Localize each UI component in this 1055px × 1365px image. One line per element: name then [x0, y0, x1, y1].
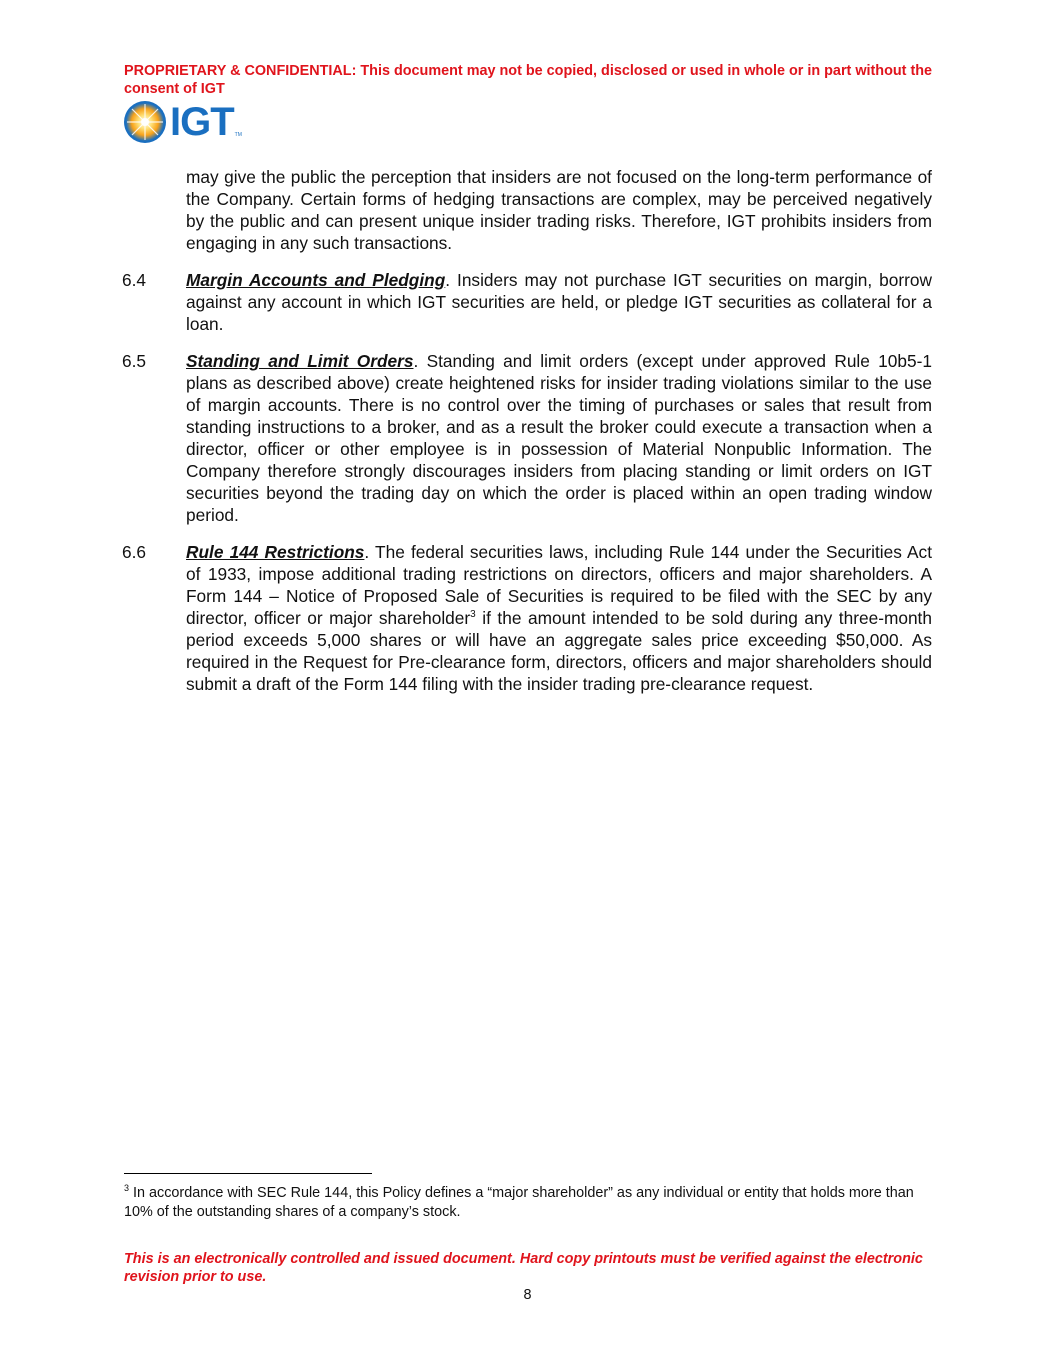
- section-body-after-ref: if the amount intended to be sold during any three-month period exceeds 5,000 shares or will have an aggregate sales price exceeding $50,000. As required in the Request for Pre-clearance form, directors, officers and major shareholders should submit a draft of the Form 144 filing with the insider trading pre-clearance request.: [186, 608, 932, 694]
- page-number: 8: [523, 1287, 532, 1303]
- logo-wordmark: IGT: [170, 100, 234, 144]
- footnote: [124, 1184, 934, 1222]
- policy-body: [122, 166, 932, 710]
- section-text: [186, 350, 932, 526]
- section-body-before-ref: . The federal securities laws, including Rule 144 under the Securities Act of 1933, impose additional trading restrictions on directors, officers and major shareholders. A Form 144 – Notice of Proposed Sale of Securities is required to be filed with the SEC by any director, officer or major shareholder: [186, 542, 933, 628]
- footnote-marker: 3: [124, 1183, 130, 1194]
- section-text: [186, 541, 932, 695]
- section-number: 6.4: [122, 270, 147, 290]
- footnote-divider: [124, 1173, 372, 1174]
- section-6-4: [122, 269, 932, 335]
- section-text: [186, 269, 932, 335]
- section-6-5: [122, 350, 932, 526]
- confidential-notice: PROPRIETARY & CONFIDENTIAL: This document may not be copied, disclosed or used in whole or in part without the consent of IGT: [124, 63, 933, 97]
- footnote-reference[interactable]: 3: [470, 609, 476, 621]
- section-6-6: [122, 541, 932, 695]
- igt-logo: [123, 99, 242, 145]
- controlled-document-notice: This is an electronically controlled and issued document. Hard copy printouts must be verified against the electronic revision prior to use.: [124, 1251, 923, 1285]
- section-heading: Standing and Limit Orders: [186, 351, 414, 371]
- section-body: . Standing and limit orders (except under approved Rule 10b5-1 plans as described above) create heightened risks for insider trading violations similar to the use of margin accounts. There is no control over the timing of purchases or sales that result from standing instructions to a broker, and as a result the broker could execute a transaction when a director, officer or other employee is in possession of Material Nonpublic Information. The Company therefore strongly discourages insiders from placing standing or limit orders on IGT securities beyond the trading day on which the order is placed within an open trading window period.: [186, 351, 932, 525]
- starburst-logo-icon: [123, 100, 167, 144]
- section-body: . Insiders may not purchase IGT securities on margin, borrow against any account in which IGT securities are held, or pledge IGT securities as collateral for a loan.: [186, 270, 932, 334]
- section-heading: Margin Accounts and Pledging: [186, 270, 446, 290]
- footnote-text: In accordance with SEC Rule 144, this Policy defines a “major shareholder” as any individual or entity that holds more than 10% of the outstanding shares of a company’s stock.: [124, 1185, 914, 1220]
- section-number: 6.6: [122, 542, 147, 562]
- section-heading: Rule 144 Restrictions: [186, 542, 365, 562]
- logo-trademark: TM: [234, 132, 242, 138]
- continuation-paragraph: may give the public the perception that insiders are not focused on the long-term performance of the Company. Certain forms of hedging transactions are complex, may be perceived negatively by the public and can present unique insider trading risks. Therefore, IGT prohibits insiders from engaging in any such transactions.: [186, 167, 932, 253]
- section-number: 6.5: [122, 351, 147, 371]
